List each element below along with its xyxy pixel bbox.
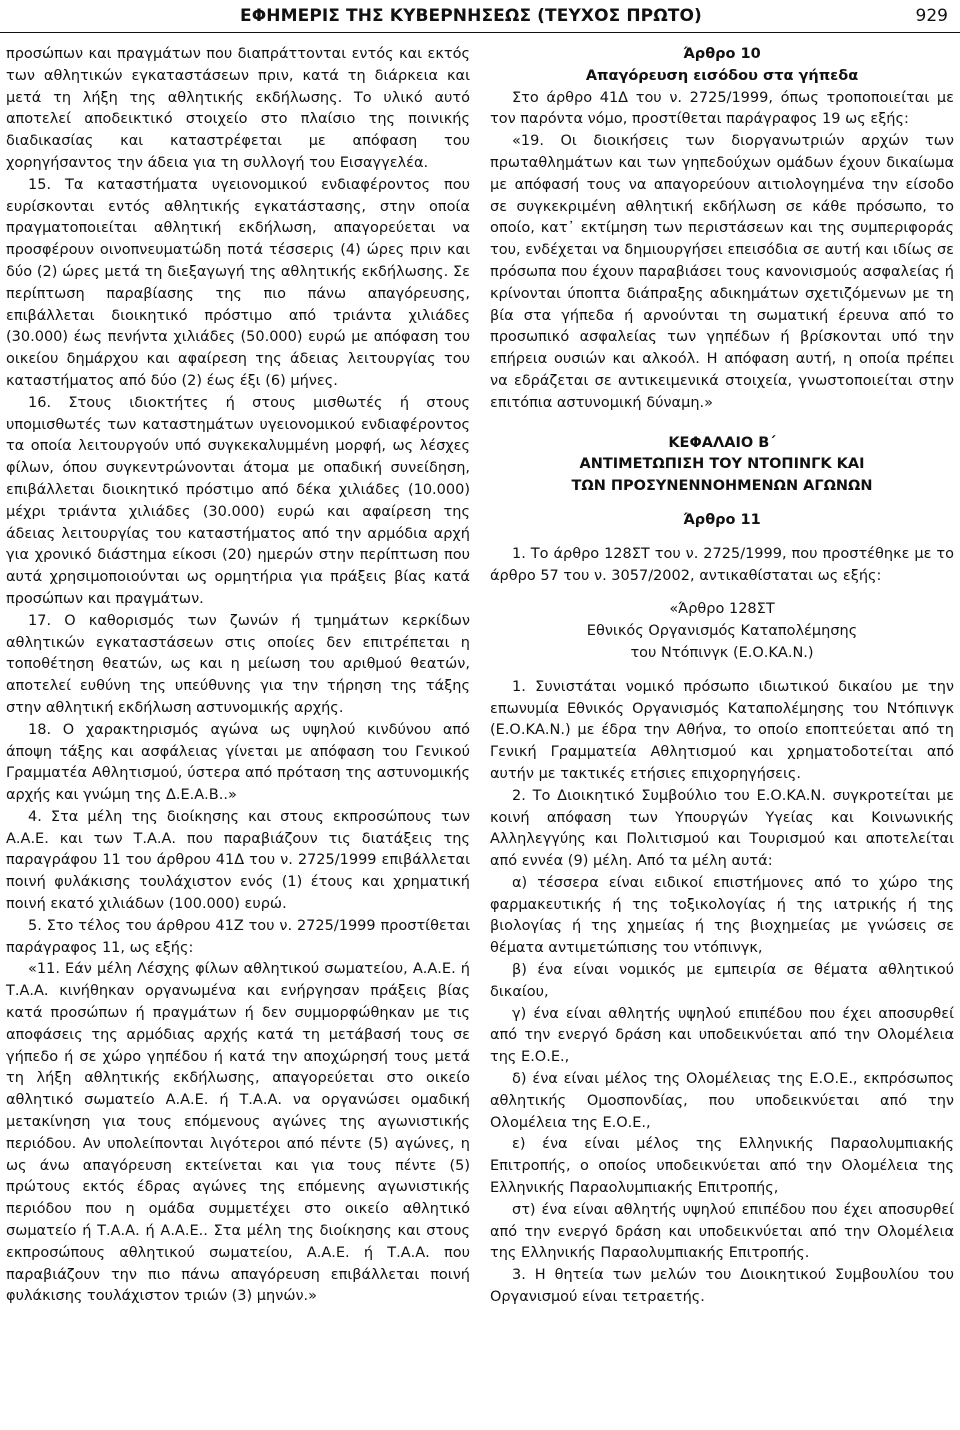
article-10-subtitle: Απαγόρευση εισόδου στα γήπεδα bbox=[585, 67, 859, 84]
list-item: ε) ένα είναι μέλος της Ελληνικής Παραολυμπιακής Επιτροπής, ο οποίος υποδεικνύεται από την Ολομέλεια της Ελληνικής Παραολυμπιακής Επιτροπής, bbox=[490, 1136, 954, 1197]
right-column bbox=[490, 44, 954, 1309]
gazette-title: ΕΦΗΜΕΡΙΣ ΤΗΣ ΚΥΒΕΡΝΗΣΕΩΣ (ΤΕΥΧΟΣ ΠΡΩΤΟ) bbox=[240, 6, 702, 26]
chapter-heading-line-2: ΤΩΝ ΠΡΟΣΥΝΕΝΝΟΗΜΕΝΩΝ ΑΓΩΝΩΝ bbox=[571, 478, 873, 495]
paragraph-11-quote: «11. Εάν μέλη Λέσχης φίλων αθλητικού σωματείου, Α.Α.Ε. ή Τ.Α.Α. κινήθηκαν οργανωμένα και ενήργησαν πράξεις βίας κατά προσώπων ή πραγμάτων ή δεν συμμορφώθηκαν με τις αποφάσεις της αρμόδιας αρχής κατά τη μετάβασή τους σε γήπεδο ή σε χώρο γηπέδου ή κατά την αποχώρησή τους μετά τη λήξη αθλητικής εκδήλωσης, απαγορεύεται στο οικείο αθλητικό σωματείο Α.Α.Ε. ή Τ.Α.Α. να οργανώσει ομαδική μετακίνηση για τους επόμενους αγώνες της αγωνιστικής περιόδου. Αν υπολείπονται λιγότεροι από πέντε (5) αγώνες, η ως άνω απαγόρευση εκτείνεται και για τους πέντε (5) πρώτους εκτός έδρας αγώνες της επόμενης αγωνιστικής περιόδου που η ομάδα συμμετέχει στο οικείο αθλητικό σωματείο ή Τ.Α.Α. ή Α.Α.Ε.. Στα μέλη της διοίκησης και στους εκπροσώπους αθλητικού σωματείου, Α.Α.Ε. ή Τ.Α.Α. που παραβιάζουν την πιο πάνω απαγόρευση επιβάλλεται ποινή φυλάκισης τουλάχιστον τριών (3) μηνών.» bbox=[6, 961, 470, 1305]
chapter-heading-line-1: ΑΝΤΙΜΕΤΩΠΙΣΗ ΤΟΥ ΝΤΟΠΙΝΓΚ ΚΑΙ bbox=[579, 456, 865, 473]
list-item: στ) ένα είναι αθλητής υψηλού επιπέδου που έχει αποσυρθεί από την ενεργό δράση και υποδεικνύεται από την Ολομέλεια της Ελληνικής Παραολυμπιακής Επιτροπής. bbox=[490, 1201, 954, 1262]
paragraph: προσώπων και πραγμάτων που διαπράττονται εντός και εκτός των αθλητικών εγκαταστάσεων πριν, κατά τη διάρκεια και μετά τη λήξη της αθλητικής εκδήλωσης. Το υλικό αυτό αποτελεί αποδεικτικό στοιχείο στο πλαίσιο της ποινικής διαδικασίας και καταστρέφεται με απόφαση του χορηγήσαντος την άδεια για τη συλλογή του Εισαγγελέα. bbox=[6, 46, 470, 171]
list-item: δ) ένα είναι μέλος της Ολομέλειας της Ε.Ο.Ε., εκπρόσωπος αθλητικής Ομοσπονδίας, που υποδεικνύεται από την Ολομέλεια της Ε.Ο.Ε., bbox=[490, 1071, 954, 1131]
list-item: γ) ένα είναι αθλητής υψηλού επιπέδου που έχει αποσυρθεί από την ενεργό δράση και υποδεικνύεται από την Ολομέλεια της Ε.Ο.Ε., bbox=[490, 1005, 954, 1066]
paragraph-18: 18. Ο χαρακτηρισμός αγώνα ως υψηλού κινδύνου από άποψη τάξης και ασφάλειας γίνεται με απόφαση του Γενικού Γραμματέα Αθλητισμού, ύστερα από πρόταση της αστυνομικής αρχής και γνώμη της Δ.Ε.Α.Β..» bbox=[6, 721, 470, 804]
article-10-title: Άρθρο 10 bbox=[683, 46, 761, 62]
header-divider bbox=[0, 32, 960, 33]
paragraph-5: 5. Στο τέλος του άρθρου 41Ζ του ν. 2725/1999 προστίθεται παράγραφος 11, ως εξής: bbox=[6, 917, 470, 956]
quoted-article-heading-1: Εθνικός Οργανισμός Καταπολέμησης bbox=[586, 623, 858, 640]
paragraph: 1. Συνιστάται νομικό πρόσωπο ιδιωτικού δικαίου με την επωνυμία Εθνικός Οργανισμός Καταπολέμησης του Ντόπινγκ (Ε.Ο.ΚΑ.Ν.) με έδρα την Αθήνα, το οποίο εποπτεύεται από τη Γενική Γραμματεία Αθλητισμού και χρηματοδοτείται από αυτήν με τακτικές ετήσιες επιχορηγήσεις. bbox=[490, 678, 954, 782]
quoted-article-title: «Άρθρο 128ΣΤ bbox=[669, 601, 775, 618]
page-number: 929 bbox=[915, 6, 948, 26]
page-header bbox=[0, 0, 960, 36]
article-11-title: Άρθρο 11 bbox=[683, 511, 761, 528]
paragraph: 1. Το άρθρο 128ΣΤ του ν. 2725/1999, που προστέθηκε με το άρθρο 57 του ν. 3057/2002, αντικαθίσταται ως εξής: bbox=[490, 545, 954, 584]
paragraph-15: 15. Τα καταστήματα υγειονομικού ενδιαφέροντος που ευρίσκονται εντός αθλητικής εγκατάστασης, στην οποία πραγματοποιείται αθλητική εκδήλωση, απαγορεύεται να προσφέρουν οινοπνευματώδη ποτά τέσσερις (4) ώρες πριν και δύο (2) ώρες μετά τη διεξαγωγή της αθλητικής εκδήλωσης. Σε περίπτωση παραβίασης της πιο πάνω απαγόρευσης, επιβάλλεται διοικητικό πρόστιμο από τριάντα χιλιάδες (30.000) έως πενήντα χιλιάδες (50.000) ευρώ με απόφαση του οικείου δημάρχου και αφαίρεση της άδειας λειτουργίας του καταστήματος από δύο (2) έως έξι (6) μήνες. bbox=[6, 176, 470, 389]
paragraph-17: 17. Ο καθορισμός των ζωνών ή τμημάτων κερκίδων αθλητικών εγκαταστάσεων στις οποίες δεν επιτρέπεται η τοποθέτηση θεατών, ως και η μείωση του αριθμού θεατών, αποτελεί ευθύνη της υπεύθυνης για την τήρηση της τάξης στην αθλητική εκδήλωση αστυνομικής αρχής. bbox=[6, 612, 470, 716]
paragraph: 3. Η θητεία των μελών του Διοικητικού Συμβουλίου του Οργανισμού είναι τετραετής. bbox=[490, 1267, 954, 1306]
paragraph-19-quote: «19. Οι διοικήσεις των διοργανωτριών αρχών των πρωταθλημάτων και των γηπεδούχων ομάδων έχουν δικαίωμα με απόφασή τους να απαγορεύουν αιτιολογημένα την είσοδο σε συγκεκριμένη αθλητική εκδήλωση σε κάθε πρόσωπο, το οποίο, κατ᾽ εκτίμηση των περιστάσεων και της συμπεριφοράς του, ενδέχεται να δημιουργήσει επεισόδια σε αυτή και ιδίως σε πρόσωπα που έχουν παραβιάσει τους κανονισμούς ασφαλείας ή κρίνονται ύποπτα διάπραξης αδικημάτων σχετιζόμενων με τη βία στα γήπεδα ή αρνούνται τη σωματική έρευνα από το προσωπικό ασφαλείας των γηπέδων ή βρίσκονται υπό την επήρεια ουσιών και αλκοόλ. Η απόφαση αυτή, η οποία πρέπει να εδράζεται σε αντικειμενικά στοιχεία, γνωστοποιείται στην επιτόπια αστυνομική δύναμη.» bbox=[490, 133, 954, 411]
list-item: β) ένα είναι νομικός με εμπειρία σε θέματα αθλητικού δικαίου, bbox=[490, 962, 954, 1000]
list-item: α) τέσσερα είναι ειδικοί επιστήμονες από το χώρο της φαρμακευτικής ή της τοξικολογίας ή της ιατρικής ή της βιολογίας ή της χημείας ή της βιοχημείας με γνώσεις σε θέματα αντιμετώπισης του ντόπινγκ, bbox=[490, 874, 954, 957]
paragraph: Στο άρθρο 41Δ του ν. 2725/1999, όπως τροποποιείται με τον παρόντα νόμο, προστίθεται παράγραφος 19 ως εξής: bbox=[490, 89, 954, 128]
quoted-article-heading-2: του Ντόπινγκ (Ε.Ο.ΚΑ.Ν.) bbox=[630, 644, 814, 661]
paragraph-16: 16. Στους ιδιοκτήτες ή στους μισθωτές ή στους υπομισθωτές των καταστημάτων υγειονομικού ενδιαφέροντος τα οποία λειτουργούν υπό συγκεκαλυμμένη μορφή, ως λέσχες φίλων, όπου συγκεντρώνονται άτομα με οπαδική συνείδηση, επιβάλλεται διοικητικό πρόστιμο από δέκα χιλιάδες (10.000) μέχρι τριάντα χιλιάδες (30.000) ευρώ και αφαίρεση της άδειας λειτουργίας του καταστήματος από την αρμόδια αρχή για χρονικό διάστημα είκοσι (20) ημερών στην περίπτωση που αυτά χρησιμοποιούνται ως ορμητήρια για πράξεις βίας κατά προσώπων και πραγμάτων. bbox=[6, 394, 470, 607]
chapter-title: ΚΕΦΑΛΑΙΟ Β΄ bbox=[668, 434, 776, 451]
paragraph-4: 4. Στα μέλη της διοίκησης και στους εκπροσώπους των Α.Α.Ε. και των Τ.Α.Α. που παραβιάζουν τις διατάξεις της παραγράφου 11 του άρθρου 41Δ του ν. 2725/1999 επιβάλλεται ποινή φυλάκισης τουλάχιστον ενός (1) έτους και χρηματική ποινή εκατό χιλιάδων (100.000) ευρώ. bbox=[6, 808, 470, 913]
left-column bbox=[6, 44, 470, 1308]
paragraph: 2. Το Διοικητικό Συμβούλιο του Ε.Ο.ΚΑ.Ν. συγκροτείται με κοινή απόφαση των Υπουργών Υγείας και Κοινωνικής Αλληλεγγύης και Πολιτισμού και Τουρισμού και αποτελείται από εννέα (9) μέλη. Από τα μέλη αυτά: bbox=[490, 787, 954, 870]
